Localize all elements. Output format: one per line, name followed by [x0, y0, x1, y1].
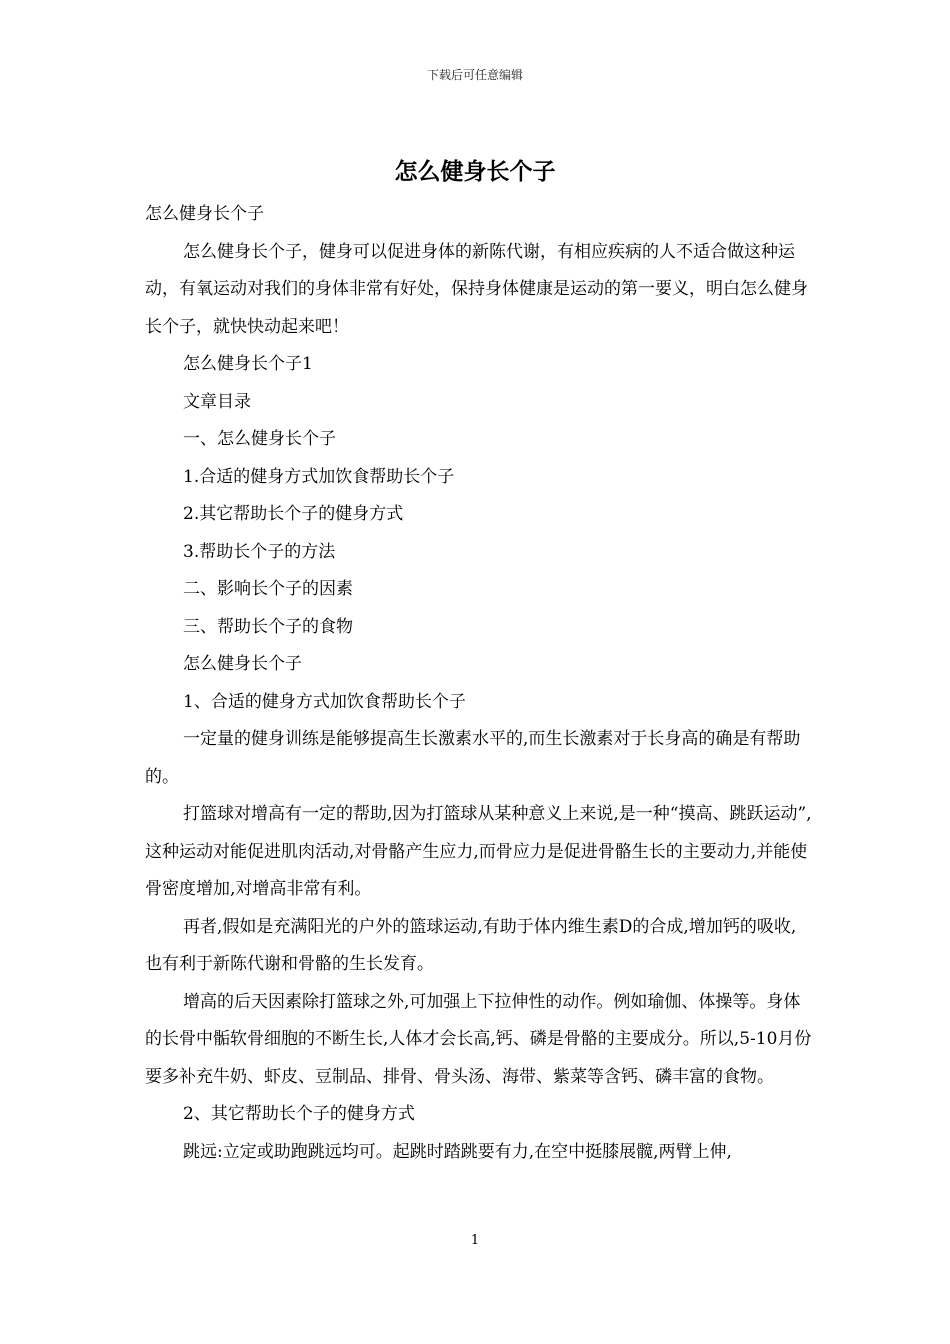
toc-item: 1.合适的健身方式加饮食帮助长个子 — [183, 466, 455, 487]
body-paragraph: 跳远:立定或助跑跳远均可。起跳时踏跳要有力,在空中挺膝展髋,两臂上伸, — [183, 1141, 732, 1162]
page-header: 下载后可任意编辑 — [426, 68, 523, 82]
subsection-heading: 1、合适的健身方式加饮食帮助长个子 — [183, 691, 466, 712]
toc-item: 三、帮助长个子的食物 — [183, 616, 353, 637]
body-paragraph: 打篮球对增高有一定的帮助,因为打篮球从某种意义上来说,是一种“摸高、跳跃运动”,这种运动对能促进肌肉活动,对骨骼产生应力,而骨应力是促进骨骼生长的主要动力,并能使骨密度增加,对增高非常有利。 — [145, 804, 812, 899]
page-number: 1 — [470, 1233, 480, 1248]
toc-item: 二、影响长个子的因素 — [183, 579, 353, 599]
document-body — [145, 196, 813, 1171]
document-title: 怎么健身长个子 — [394, 159, 556, 185]
body-paragraph: 再者,假如是充满阳光的户外的篮球运动,有助于体内维生素D的合成,增加钙的吸收,也有利于新陈代谢和骨骼的生长发育。 — [145, 916, 797, 974]
section-heading: 怎么健身长个子 — [183, 654, 302, 674]
body-paragraph: 增高的后天因素除打篮球之外,可加强上下拉伸性的动作。例如瑜伽、体操等。身体的长骨中骺软骨细胞的不断生长,人体才会长高,钙、磷是骨骼的主要成分。所以,5-10月份要多补充牛奶、虾皮、豆制品、排骨、骨头汤、海带、紫菜等含钙、磷丰富的食物。 — [145, 991, 812, 1087]
body-paragraph: 一定量的健身训练是能够提高生长激素水平的,而生长激素对于长身高的确是有帮助的。 — [145, 729, 801, 787]
toc-item: 一、怎么健身长个子 — [183, 429, 336, 449]
toc-heading: 文章目录 — [183, 391, 251, 412]
subtitle: 怎么健身长个子 — [145, 204, 264, 224]
toc-item: 2.其它帮助长个子的健身方式 — [183, 504, 404, 524]
section-heading: 怎么健身长个子1 — [183, 354, 313, 374]
toc-item: 3.帮助长个子的方法 — [183, 541, 336, 562]
intro-paragraph: 怎么健身长个子，健身可以促进身体的新陈代谢，有相应疾病的人不适合做这种运动，有氧运动对我们的身体非常有好处，保持身体健康是运动的第一要义，明白怎么健身长个子，就快快动起来吧！ — [145, 241, 808, 337]
subsection-heading: 2、其它帮助长个子的健身方式 — [183, 1104, 415, 1124]
